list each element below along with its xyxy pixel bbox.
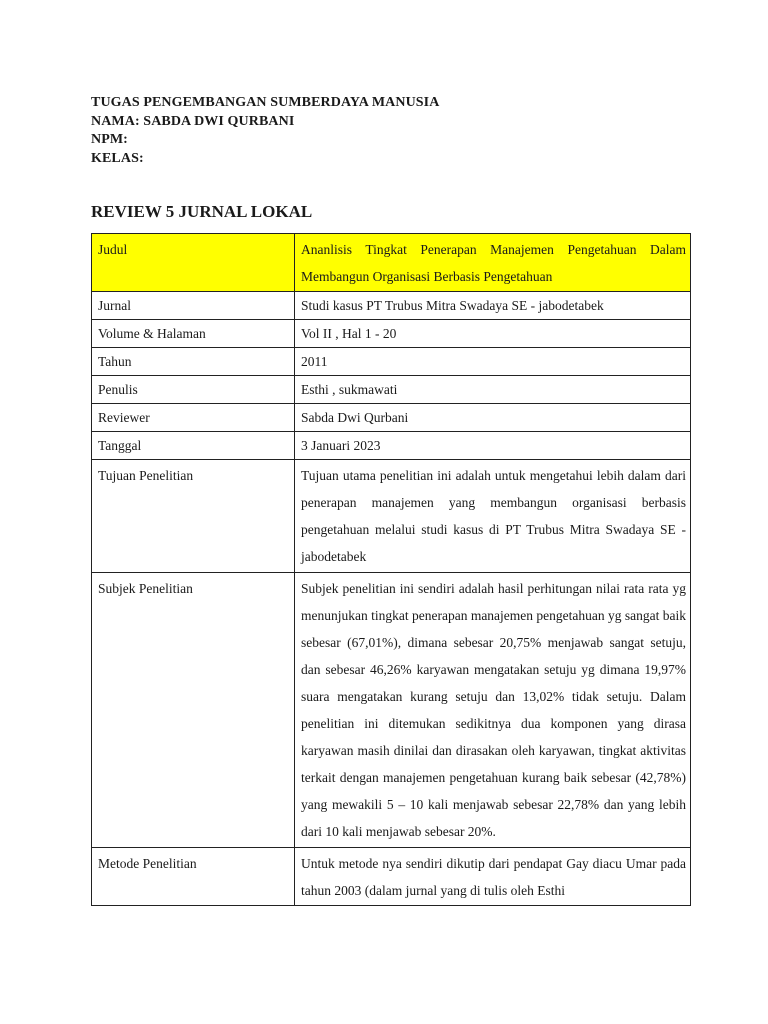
row-value: 2011	[295, 348, 691, 376]
student-name: NAMA: SABDA DWI QURBANI	[91, 113, 295, 129]
row-label: Subjek Penelitian	[92, 572, 295, 847]
row-value: Sabda Dwi Qurbani	[295, 404, 691, 432]
table-row-judul	[92, 234, 691, 292]
table-row-tahun	[92, 348, 691, 376]
row-value: Ananlisis Tingkat Penerapan Manajemen Pengetahuan Dalam Membangun Organisasi Berbasis Pengetahuan	[295, 234, 691, 292]
table-row-tujuan	[92, 460, 691, 572]
table-row-reviewer	[92, 404, 691, 432]
row-value: Studi kasus PT Trubus Mitra Swadaya SE - jabodetabek	[295, 292, 691, 320]
row-value: Untuk metode nya sendiri dikutip dari pendapat Gay diacu Umar pada tahun 2003 (dalam jurnal yang di tulis oleh Esthi	[295, 847, 691, 905]
row-label: Tahun	[92, 348, 295, 376]
row-value: Esthi , sukmawati	[295, 376, 691, 404]
student-class: KELAS:	[91, 150, 144, 166]
review-table	[91, 233, 691, 906]
table-row-penulis	[92, 376, 691, 404]
row-value: Subjek penelitian ini sendiri adalah hasil perhitungan nilai rata rata yg menunjukan tingkat penerapan manajemen pengetahuan yg sangat baik sebesar (67,01%), dimana sebesar 20,75% menjawab sangat setuju, dan sebesar 46,26% karyawan mengatakan setuju yg dimana 19,97% suara mengatakan kurang setuju dan 13,02% tidak setuju. Dalam penelitian ini ditemukan sedikitnya dua komponen yang dirasa karyawan masih dinilai dan dirasakan oleh karyawan, tingkat aktivitas terkait dengan manajemen pengetahuan kurang baik sebesar (42,78%) yang mewakili 5 – 10 kali menjawab sebesar 22,78% dan yang lebih dari 10 kali menjawab sebesar 20%.	[295, 572, 691, 847]
assignment-title: TUGAS PENGEMBANGAN SUMBERDAYA MANUSIA	[91, 95, 440, 110]
table-row-volume	[92, 320, 691, 348]
student-npm: NPM:	[91, 132, 128, 147]
table-row-subjek	[92, 572, 691, 847]
section-title: REVIEW 5 JURNAL LOKAL	[91, 202, 313, 221]
row-value: 3 Januari 2023	[295, 432, 691, 460]
table-row-jurnal	[92, 292, 691, 320]
document-header	[91, 94, 439, 168]
row-label: Tanggal	[92, 432, 295, 460]
row-label: Penulis	[92, 376, 295, 404]
row-value: Vol II , Hal 1 - 20	[295, 320, 691, 348]
table-row-tanggal	[92, 432, 691, 460]
table-row-metode	[92, 847, 691, 905]
row-label: Tujuan Penelitian	[92, 460, 295, 572]
row-label: Judul	[92, 234, 295, 292]
row-label: Reviewer	[92, 404, 295, 432]
row-value: Tujuan utama penelitian ini adalah untuk mengetahui lebih dalam dari penerapan manajemen yang membangun organisasi berbasis pengetahuan melalui studi kasus di PT Trubus Mitra Swadaya SE - jabodetabek	[295, 460, 691, 572]
row-label: Volume & Halaman	[92, 320, 295, 348]
row-label: Metode Penelitian	[92, 847, 295, 905]
row-label: Jurnal	[92, 292, 295, 320]
